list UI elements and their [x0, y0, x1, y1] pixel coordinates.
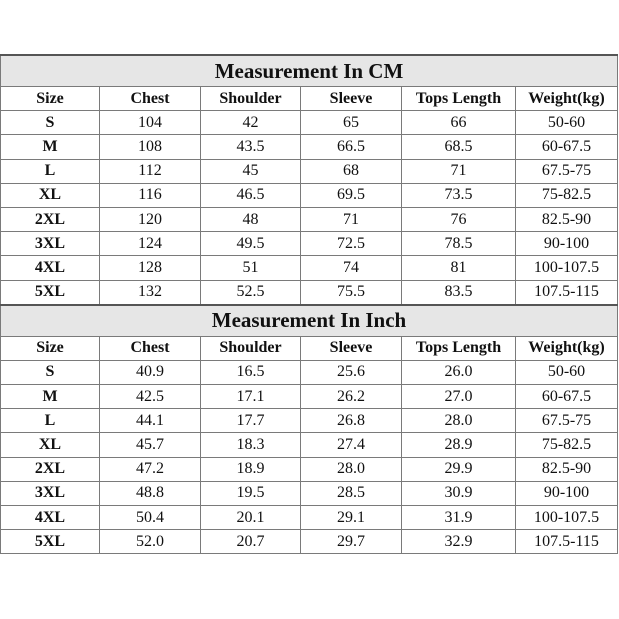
table-row	[1, 159, 618, 183]
table-cell: 78.5	[402, 232, 516, 256]
table-row	[1, 360, 618, 384]
table-cell: 17.1	[201, 385, 301, 409]
size-cell: 2XL	[1, 207, 100, 231]
table-cell: 108	[100, 135, 201, 159]
table-cell: 73.5	[402, 183, 516, 207]
table-cell: 124	[100, 232, 201, 256]
table-cell: 71	[301, 207, 402, 231]
section-title-cm: Measurement In CM	[1, 55, 618, 87]
table-cell: 67.5-75	[516, 409, 618, 433]
table-row	[1, 530, 618, 554]
table-cell: 44.1	[100, 409, 201, 433]
table-cell: 50-60	[516, 360, 618, 384]
table-cell: 43.5	[201, 135, 301, 159]
table-cell: 25.6	[301, 360, 402, 384]
section-title-inch: Measurement In Inch	[1, 305, 618, 337]
table-cell: 107.5-115	[516, 280, 618, 305]
table-cell: 20.7	[201, 530, 301, 554]
table-cell: 29.1	[301, 506, 402, 530]
size-cell: S	[1, 360, 100, 384]
size-cell: 5XL	[1, 280, 100, 305]
table-cell: 26.8	[301, 409, 402, 433]
table-row	[1, 385, 618, 409]
section-title-row-cm	[1, 55, 618, 87]
table-cell: 100-107.5	[516, 256, 618, 280]
table-cell: 52.5	[201, 280, 301, 305]
table-cell: 28.0	[301, 457, 402, 481]
table-cell: 28.5	[301, 481, 402, 505]
size-cell: XL	[1, 183, 100, 207]
table-row	[1, 232, 618, 256]
table-cell: 49.5	[201, 232, 301, 256]
table-cell: 18.9	[201, 457, 301, 481]
table-cell: 27.4	[301, 433, 402, 457]
table-row	[1, 457, 618, 481]
size-cell: L	[1, 159, 100, 183]
table-row	[1, 409, 618, 433]
table-cell: 128	[100, 256, 201, 280]
size-cell: S	[1, 111, 100, 135]
column-header-row-inch	[1, 336, 618, 360]
table-row	[1, 207, 618, 231]
table-row	[1, 433, 618, 457]
table-cell: 42	[201, 111, 301, 135]
table-cell: 29.9	[402, 457, 516, 481]
column-header: Sleeve	[301, 336, 402, 360]
table-cell: 68	[301, 159, 402, 183]
table-cell: 60-67.5	[516, 385, 618, 409]
table-cell: 76	[402, 207, 516, 231]
table-cell: 69.5	[301, 183, 402, 207]
table-cell: 68.5	[402, 135, 516, 159]
table-cell: 46.5	[201, 183, 301, 207]
table-cell: 17.7	[201, 409, 301, 433]
table-cell: 50-60	[516, 111, 618, 135]
table-cell: 83.5	[402, 280, 516, 305]
table-cell: 45.7	[100, 433, 201, 457]
table-cell: 29.7	[301, 530, 402, 554]
column-header: Size	[1, 87, 100, 111]
table-cell: 52.0	[100, 530, 201, 554]
column-header: Chest	[100, 336, 201, 360]
table-cell: 75.5	[301, 280, 402, 305]
table-cell: 18.3	[201, 433, 301, 457]
size-chart-table	[0, 54, 618, 554]
table-cell: 51	[201, 256, 301, 280]
table-cell: 42.5	[100, 385, 201, 409]
column-header-row-cm	[1, 87, 618, 111]
column-header: Weight(kg)	[516, 336, 618, 360]
size-cell: M	[1, 385, 100, 409]
table-cell: 26.0	[402, 360, 516, 384]
table-row	[1, 506, 618, 530]
table-cell: 31.9	[402, 506, 516, 530]
table-cell: 81	[402, 256, 516, 280]
size-cell: 3XL	[1, 232, 100, 256]
table-cell: 75-82.5	[516, 183, 618, 207]
column-header: Tops Length	[402, 336, 516, 360]
table-cell: 47.2	[100, 457, 201, 481]
table-cell: 90-100	[516, 481, 618, 505]
table-cell: 107.5-115	[516, 530, 618, 554]
table-cell: 71	[402, 159, 516, 183]
table-cell: 112	[100, 159, 201, 183]
table-cell: 104	[100, 111, 201, 135]
table-cell: 67.5-75	[516, 159, 618, 183]
table-row	[1, 135, 618, 159]
size-cell: 3XL	[1, 481, 100, 505]
table-row	[1, 183, 618, 207]
size-cell: M	[1, 135, 100, 159]
table-cell: 72.5	[301, 232, 402, 256]
size-cell: 4XL	[1, 506, 100, 530]
table-cell: 60-67.5	[516, 135, 618, 159]
table-cell: 100-107.5	[516, 506, 618, 530]
table-row	[1, 280, 618, 305]
size-cell: L	[1, 409, 100, 433]
table-cell: 48	[201, 207, 301, 231]
table-cell: 16.5	[201, 360, 301, 384]
table-cell: 120	[100, 207, 201, 231]
column-header: Shoulder	[201, 336, 301, 360]
table-row	[1, 481, 618, 505]
table-cell: 20.1	[201, 506, 301, 530]
size-chart-body	[1, 55, 618, 554]
column-header: Size	[1, 336, 100, 360]
table-cell: 19.5	[201, 481, 301, 505]
table-cell: 26.2	[301, 385, 402, 409]
table-cell: 74	[301, 256, 402, 280]
table-cell: 50.4	[100, 506, 201, 530]
table-row	[1, 256, 618, 280]
column-header: Weight(kg)	[516, 87, 618, 111]
size-cell: 2XL	[1, 457, 100, 481]
section-title-row-inch	[1, 305, 618, 337]
table-cell: 32.9	[402, 530, 516, 554]
table-cell: 28.9	[402, 433, 516, 457]
table-cell: 90-100	[516, 232, 618, 256]
table-cell: 116	[100, 183, 201, 207]
table-cell: 66.5	[301, 135, 402, 159]
table-cell: 82.5-90	[516, 207, 618, 231]
table-cell: 65	[301, 111, 402, 135]
size-cell: 5XL	[1, 530, 100, 554]
table-cell: 132	[100, 280, 201, 305]
table-cell: 82.5-90	[516, 457, 618, 481]
table-cell: 30.9	[402, 481, 516, 505]
column-header: Shoulder	[201, 87, 301, 111]
column-header: Tops Length	[402, 87, 516, 111]
size-cell: 4XL	[1, 256, 100, 280]
size-cell: XL	[1, 433, 100, 457]
table-cell: 40.9	[100, 360, 201, 384]
column-header: Sleeve	[301, 87, 402, 111]
table-cell: 75-82.5	[516, 433, 618, 457]
table-cell: 66	[402, 111, 516, 135]
column-header: Chest	[100, 87, 201, 111]
table-cell: 45	[201, 159, 301, 183]
table-cell: 48.8	[100, 481, 201, 505]
table-row	[1, 111, 618, 135]
table-cell: 28.0	[402, 409, 516, 433]
table-cell: 27.0	[402, 385, 516, 409]
